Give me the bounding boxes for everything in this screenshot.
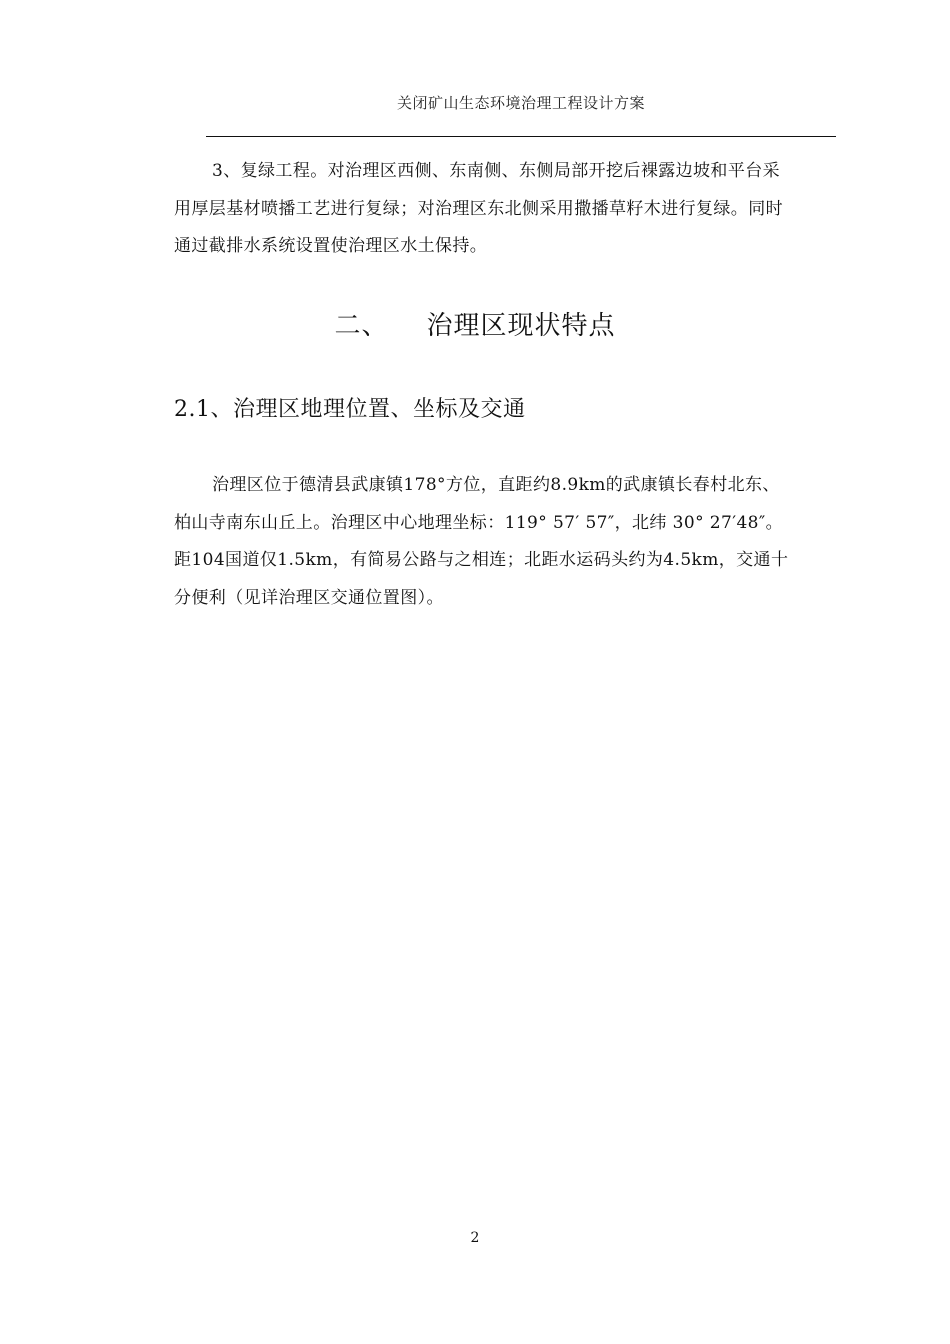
subsection-title: 2.1、治理区地理位置、坐标及交通 bbox=[174, 397, 526, 422]
section-number: 二、 bbox=[334, 311, 389, 341]
running-header: 关闭矿山生态环境治理工程设计方案 bbox=[396, 94, 645, 112]
section-heading-text: 治理区现状特点 bbox=[426, 311, 616, 341]
page-number: 2 bbox=[470, 1230, 480, 1246]
header-rule bbox=[206, 136, 836, 137]
paragraph-revegetation bbox=[174, 153, 838, 266]
section-title bbox=[0, 305, 950, 342]
paragraph-line: 柏山寺南东山丘上。治理区中心地理坐标：119° 57′ 57″，北纬 30° 27′48″。 bbox=[174, 512, 784, 533]
paragraph-line: 距104国道仅1.5km，有简易公路与之相连；北距水运码头约为4.5km，交通十 bbox=[174, 550, 789, 570]
paragraph-line: 治理区位于德清县武康镇178°方位，直距约8.9km的武康镇长春村北东、 bbox=[212, 475, 780, 495]
paragraph-line: 通过截排水系统设置使治理区水土保持。 bbox=[174, 236, 488, 256]
paragraph-line: 用厚层基材喷播工艺进行复绿；对治理区东北侧采用撒播草籽木进行复绿。同时 bbox=[174, 198, 783, 219]
paragraph-line: 分便利（见详治理区交通位置图）。 bbox=[174, 587, 444, 608]
paragraph-location bbox=[174, 467, 838, 617]
paragraph-line: 3、复绿工程。对治理区西侧、东南侧、东侧局部开挖后裸露边坡和平台采 bbox=[212, 161, 781, 181]
